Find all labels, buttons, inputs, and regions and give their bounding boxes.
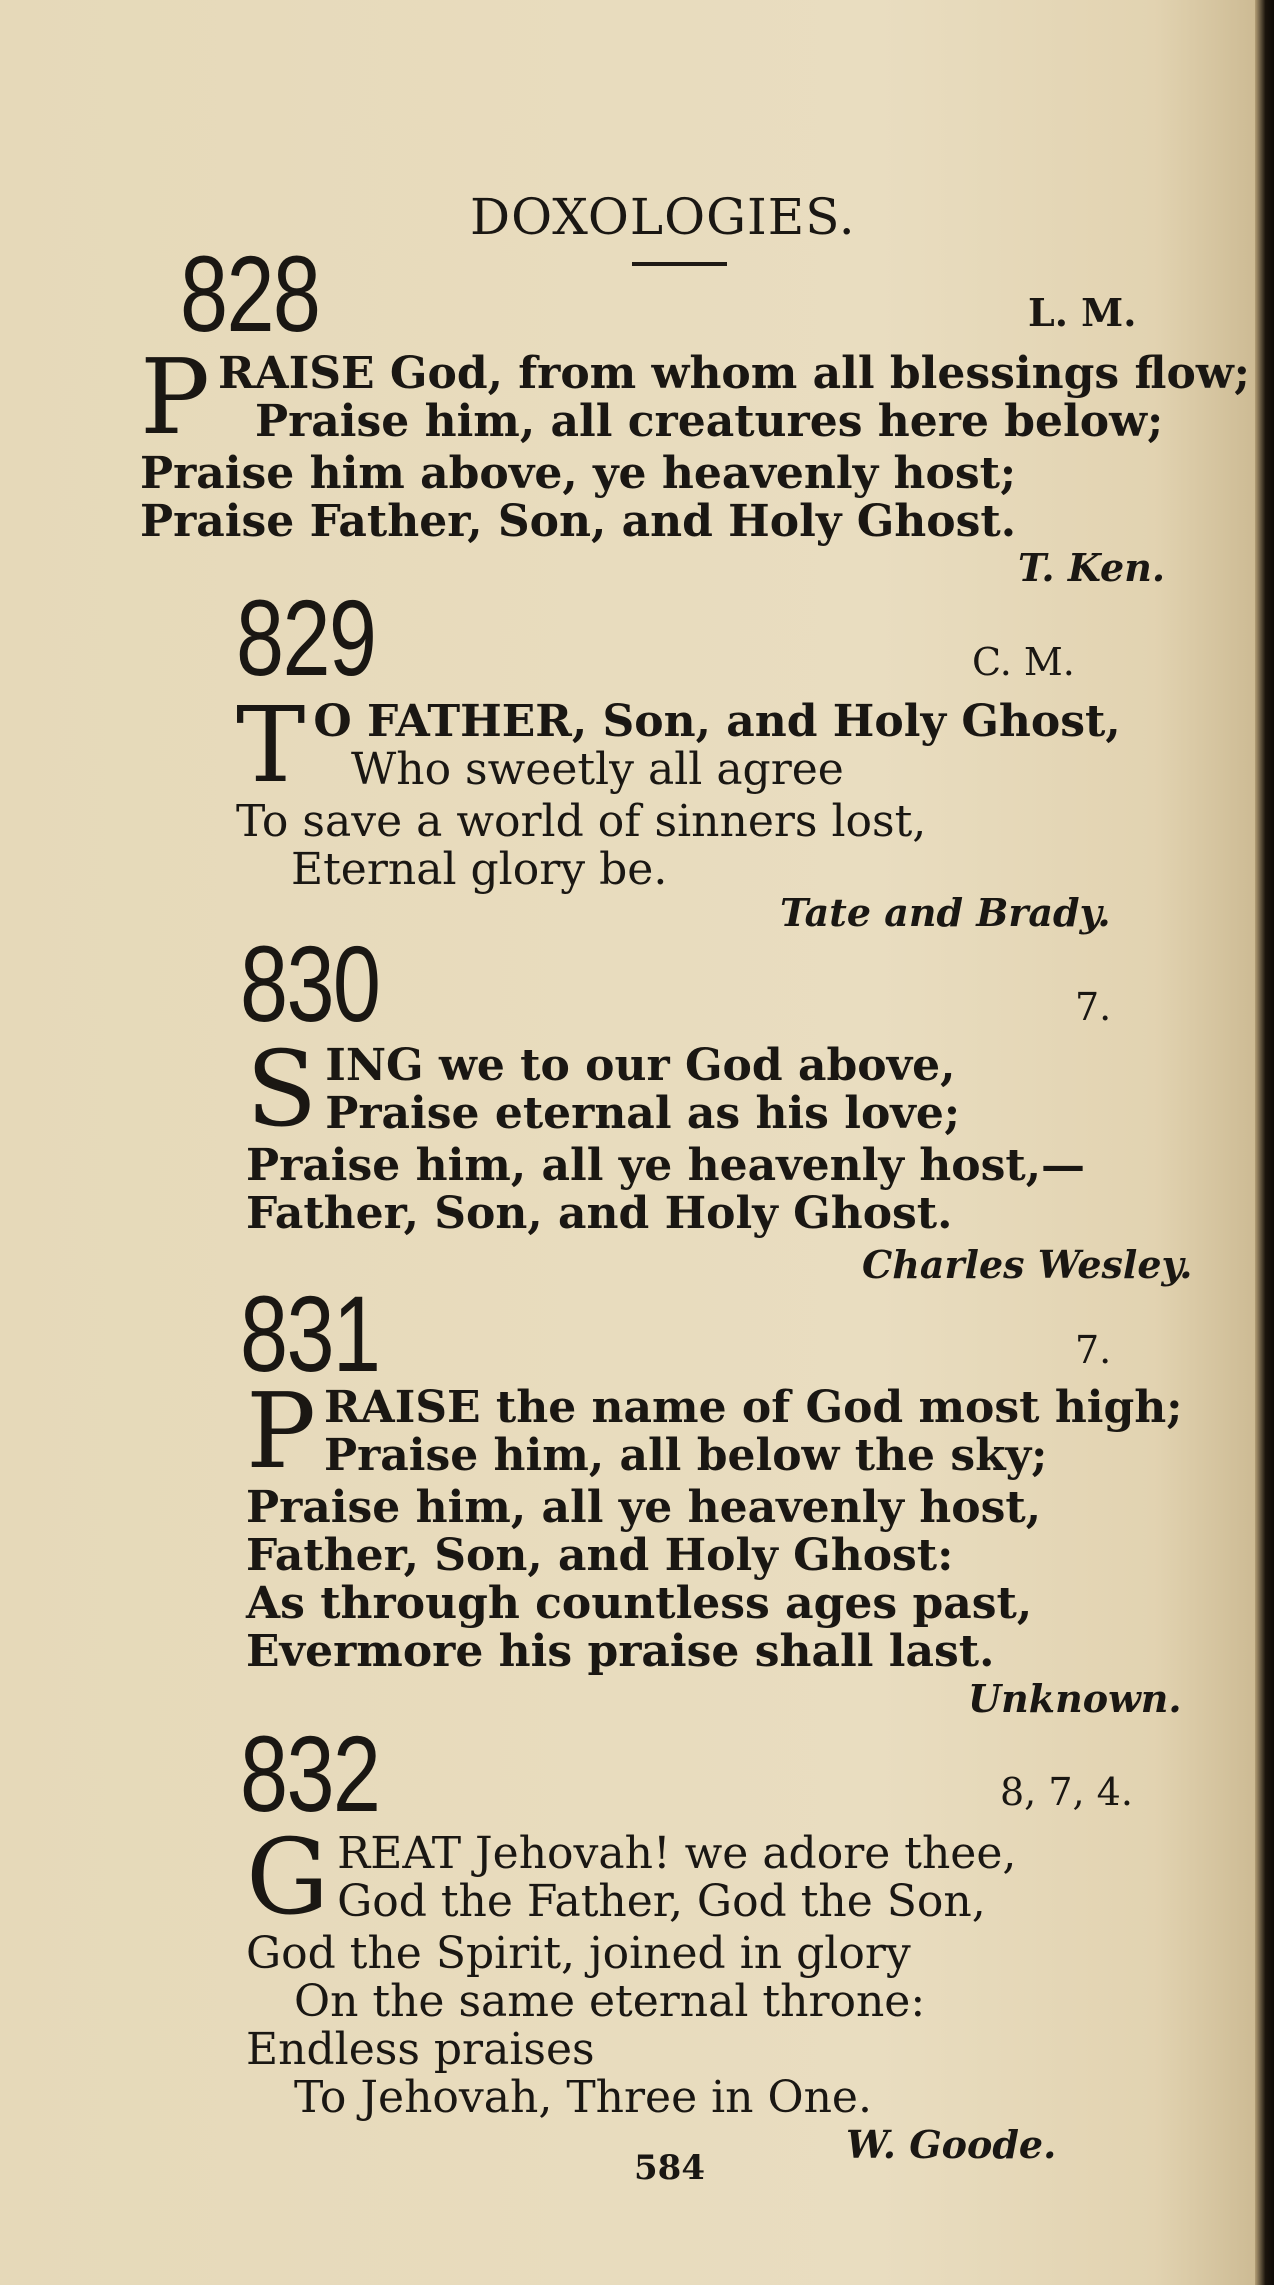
- drop-cap: G: [246, 1816, 330, 1938]
- verse-line: Praise him, all ye heavenly host,: [246, 1482, 1042, 1533]
- hymn-author: T. Ken.: [1018, 545, 1166, 590]
- verse-line: RAISE the name of God most high;: [323, 1382, 1183, 1433]
- verse-line: Endless praises: [246, 2024, 595, 2075]
- hymn-number: 832: [240, 1713, 380, 1834]
- verse-line: Praise Father, Son, and Holy Ghost.: [140, 496, 1017, 547]
- verse-line: As through countless ages past,: [246, 1578, 1033, 1629]
- verse-line: Praise him, all creatures here below;: [255, 396, 1164, 447]
- hymn-number: 830: [240, 923, 380, 1044]
- verse-line: Praise him, all below the sky;: [323, 1430, 1048, 1481]
- hymn-number: 828: [180, 233, 320, 354]
- title-rule: [632, 262, 727, 266]
- verse-line: God the Spirit, joined in glory: [246, 1928, 911, 1979]
- verse-line: O FATHER, Son, and Holy Ghost,: [313, 696, 1121, 747]
- verse-line: Praise him, all ye heavenly host,—: [246, 1140, 1086, 1191]
- drop-cap: T: [236, 684, 306, 806]
- hymn-number: 831: [240, 1273, 380, 1394]
- section-title: DOXOLOGIES.: [470, 188, 856, 246]
- hymn-number: 829: [236, 577, 376, 698]
- verse-line: Evermore his praise shall last.: [246, 1626, 995, 1677]
- drop-cap: P: [140, 336, 210, 458]
- drop-cap: P: [246, 1370, 316, 1492]
- verse-line: Praise him above, ye heavenly host;: [140, 448, 1017, 499]
- verse-line: Eternal glory be.: [291, 844, 668, 895]
- hymn-author: Tate and Brady.: [780, 890, 1111, 935]
- hymn-meter: 7.: [1075, 1328, 1112, 1372]
- hymn-meter: C. M.: [972, 640, 1075, 684]
- verse-line: REAT Jehovah! we adore thee,: [337, 1828, 1017, 1879]
- hymn-verse: [246, 1816, 1017, 2123]
- drop-cap: S: [246, 1028, 318, 1150]
- hymn-author: W. Goode.: [846, 2122, 1057, 2167]
- hymn-meter: 7.: [1075, 985, 1112, 1029]
- verse-line: God the Father, God the Son,: [337, 1876, 986, 1927]
- hymn-author: Unknown.: [968, 1676, 1182, 1721]
- hymn-meter: L. M.: [1028, 290, 1137, 335]
- hymn-meter: 8, 7, 4.: [1000, 1770, 1133, 1814]
- verse-line: To Jehovah, Three in One.: [294, 2072, 872, 2123]
- verse-line: ING we to our God above,: [325, 1040, 956, 1091]
- hymn-verse: [140, 336, 1250, 547]
- book-spine-edge: [1255, 0, 1274, 2285]
- hymn-verse: [246, 1370, 1183, 1677]
- verse-line: Praise eternal as his love;: [325, 1088, 961, 1139]
- hymn-verse: [246, 1028, 1086, 1239]
- hymn-verse: [236, 684, 1121, 895]
- hymn-author: Charles Wesley.: [862, 1242, 1193, 1287]
- verse-line: Father, Son, and Holy Ghost.: [246, 1188, 953, 1239]
- verse-line: On the same eternal throne:: [294, 1976, 926, 2027]
- page-number: 584: [634, 2148, 705, 2188]
- verse-line: RAISE God, from whom all blessings flow;: [217, 348, 1250, 399]
- verse-line: To save a world of sinners lost,: [236, 796, 927, 847]
- verse-line: Father, Son, and Holy Ghost:: [246, 1530, 954, 1581]
- verse-line: Who sweetly all agree: [351, 744, 844, 795]
